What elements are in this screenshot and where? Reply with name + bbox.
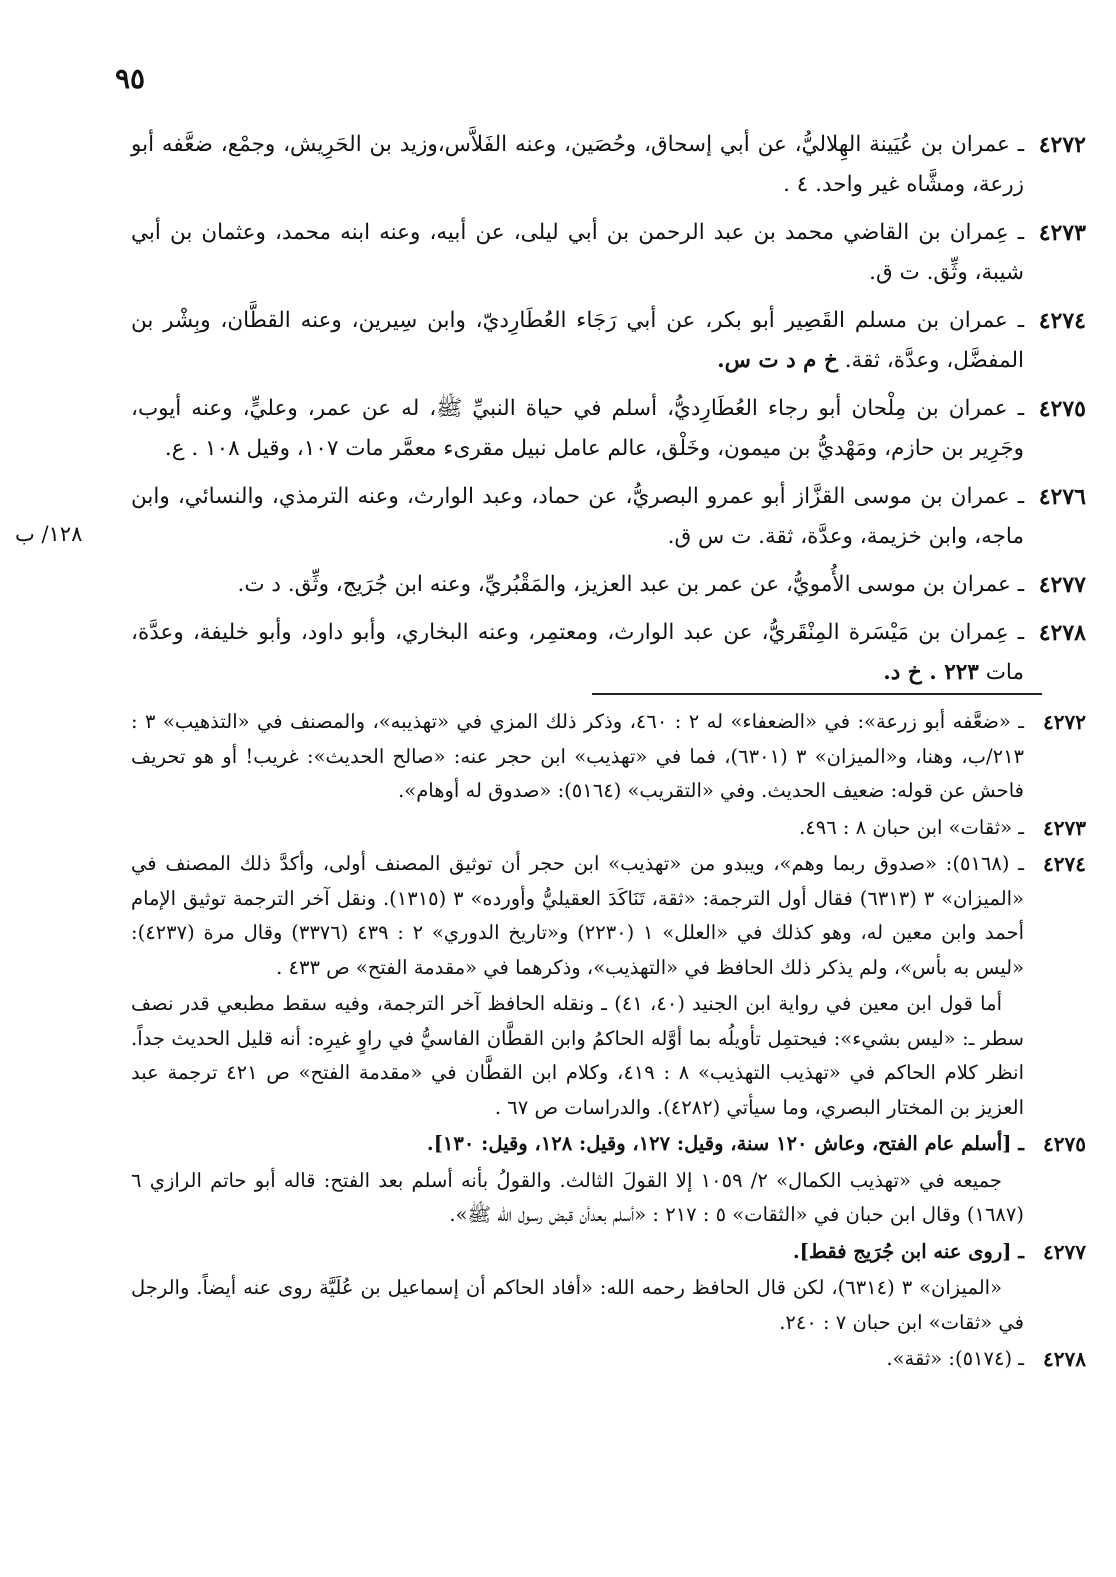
manuscript-folio-note: ١٢٨/ ب — [15, 522, 83, 546]
note-text: ـ «ثقات» ابن حبان ٨ : ٤٩٦. — [799, 815, 1024, 839]
entry-symbols: ٢٢٣ . خ د. — [883, 660, 979, 685]
entry-number: ٤٢٧٣ — [1038, 220, 1086, 246]
note-number: ٤٢٧٤ — [1043, 852, 1086, 876]
note-4274 — [131, 847, 1086, 985]
entry-number: ٤٢٧٨ — [1038, 620, 1086, 646]
note-number: ٤٢٧٧ — [1043, 1239, 1086, 1264]
entry-4276 — [131, 477, 1086, 557]
note-paragraph: أما قول ابن معين في رواية ابن الجنيد (٤٠، ٤١) ـ ونقله الحافظ آخر الترجمة، وفيه سقط مطبعي قدر نصف سطر ـ: «ليس بشيء»: فيحتمِل تأويلُه بما أوَّله الحاكمُ وابن القطَّان الفاسيُّ في راوٍ غيرِه: أنه قليل الحديث جداً. انظر كلام الحاكم في «تهذيب التهذيب» ٨ : ٤١٩، وكلام ابن القطَّان في «مقدمة الفتح» ص ٤٢١ ترجمة عبد العزيز بن المختار البصري، وما سيأتي (٤٢٨٢). والدراسات ص ٦٧ . — [131, 992, 1024, 1119]
entry-text: ـ عمران بن عُيَينة الهِلاليُّ، عن أبي إسحاق، وحُصَين، وعنه الفَلاَّس،وزيد بن الحَرِيش، وجمْع، ضعَّفه أبو زرعة، ومشَّاه غير واحد. ٤ . — [131, 132, 1024, 197]
entry-symbols: خ م د ت س. — [717, 348, 838, 373]
entry-4277 — [131, 565, 1086, 605]
entry-4273 — [131, 213, 1086, 293]
note-text: ـ [أسلم عام الفتح، وعاش ١٢٠ سنة، وقيل: ١٢٧، وقيل: ١٢٨، وقيل: ١٣٠]. — [426, 1132, 1024, 1155]
note-number: ٤٢٧٢ — [1043, 710, 1086, 734]
note-number: ٤٢٧٣ — [1043, 815, 1086, 840]
biography-entries — [131, 125, 1086, 701]
note-4277 — [131, 1235, 1086, 1270]
entry-text: ـ عمران بن مسلم القَصِير أبو بكر، عن أبي رَجَاء العُطَارِديّ، وابن سِيرين، وعنه القطَّان، وبِشْر بن المفضَّل، وعدَّة، ثقة. — [131, 308, 1024, 373]
footnote-divider — [592, 693, 1042, 695]
entry-4274 — [131, 301, 1086, 381]
entry-4272 — [131, 125, 1086, 205]
entry-number: ٤٢٧٤ — [1038, 308, 1086, 334]
entry-number: ٤٢٧٢ — [1038, 132, 1086, 158]
note-text: ـ (٥١٧٤): «ثقة». — [886, 1347, 1024, 1370]
entry-text-wrap — [131, 613, 1024, 693]
note-paragraph: جميعه في «تهذيب الكمال» ٢/ ١٠٥٩ إلا القولَ الثالث. والقولُ بأنه أسلم بعد الفتح: قاله أبو حاتم الرازي ٦ (١٦٨٧) وقال ابن حبان في «الثقات» ٥ : ٢١٧ : «أسلم بعدأن قبض رسول الله ﷺ». — [131, 1168, 1024, 1226]
note-4272 — [131, 705, 1086, 809]
entry-number: ٤٢٧٦ — [1038, 484, 1086, 510]
entry-text: ـ عمران بن موسى الأُمويُّ، عن عمر بن عبد العزيز، والمَقْبُريِّ، وعنه ابن جُرَيج، وثِّق. د ت. — [237, 572, 1024, 597]
entry-text-wrap — [131, 301, 1024, 381]
entry-number: ٤٢٧٧ — [1038, 572, 1086, 598]
note-number: ٤٢٧٨ — [1043, 1347, 1086, 1371]
entry-number: ٤٢٧٥ — [1038, 396, 1086, 422]
note-text: ـ (٥١٦٨): «صدوق ربما وهم»، ويبدو من «تهذيب» ابن حجر أن توثيق المصنف أولى، وأكدَّ ذلك المصنف في «الميزان» ٣ (٦٣١٣) فقال أول الترجمة: «ثقة، تَنَاكَدَ العقيليُّ وأورده» ٣ (١٣١٥). ونقل آخر الترجمة توثيق الإمام أحمد وابن معين له، وهو كذلك في «العلل» ١ (٢٢٣٠) و«تاريخ الدوري» ٢ : ٤٣٩ (٣٣٧٦) وقال مرة (٤٢٣٧): «ليس به بأس»، ولم يذكر ذلك الحافظ في «التهذيب»، وذكرهما في «مقدمة الفتح» ص ٤٣٣ . — [131, 852, 1025, 979]
note-text: ـ [روى عنه ابن جُرَيج فقط]. — [792, 1239, 1024, 1263]
note-4275 — [131, 1127, 1086, 1162]
entry-text: ـ عِمران بن مَيْسَرة المِنْقَريُّ، عن عبد الوارث، ومعتمِر، وعنه البخاري، وأبو داود، وأبو خليفة، وعدَّة، مات — [131, 620, 1024, 685]
entry-text: ـ عمران بن مِلْحان أبو رجاء العُطَارِديُّ، أسلم في حياة النبيِّ ﷺ، له عن عمر، وعليٍّ، وعنه أيوب، وجَرِير بن حازم، ومَهْديُّ بن ميمون، وخَلْق، عالم عامل نبيل مقرىء معمَّر مات ١٠٧، وقيل ١٠٨ . ع. — [131, 396, 1024, 461]
entry-4275 — [131, 389, 1086, 469]
note-text: ـ «ضعَّفه أبو زرعة»: في «الضعفاء» له ٢ : ٤٦٠، وذكر ذلك المزي في «تهذيبه»، والمصنف في «التذهيب» ٣ : ٢١٣/ب، وهنا، و«الميزان» ٣ (٦٣٠١)، فما في «تهذيب» ابن حجر عنه: «صالح الحديث»: غريب! أو هو تحريف فاحش عن قوله: ضعيف الحديث. وفي «التقريب» (٥١٦٤): «صدوق له أوهام». — [131, 710, 1025, 802]
entry-text: ـ عمران بن موسى القزَّاز أبو عمرو البصريُّ، عن حماد، وعبد الوارث، وعنه الترمذي، والنسائي، وابن ماجه، وابن خزيمة، وعدَّة، ثقة. ت س ق. — [131, 484, 1024, 549]
note-number: ٤٢٧٥ — [1043, 1132, 1086, 1156]
note-4273 — [131, 811, 1086, 846]
entry-text: ـ عِمران بن القاضي محمد بن عبد الرحمن بن أبي ليلى، عن أبيه، وعنه ابنه محمد، وعثمان بن أبي شيبة، وثِّق. ت ق. — [131, 220, 1024, 285]
note-4278 — [131, 1342, 1086, 1377]
entry-4278 — [131, 613, 1086, 693]
page-number: ٩٥ — [115, 62, 146, 95]
note-paragraph: «الميزان» ٣ (٦٣١٤)، لكن قال الحافظ رحمه الله: «أفاد الحاكم أن إسماعيل بن عُلَيَّة روى عنه أيضاً. والرجل في «ثقات» ابن حبان ٧ : ٢٤٠. — [131, 1276, 1024, 1334]
footnotes — [131, 705, 1086, 1379]
